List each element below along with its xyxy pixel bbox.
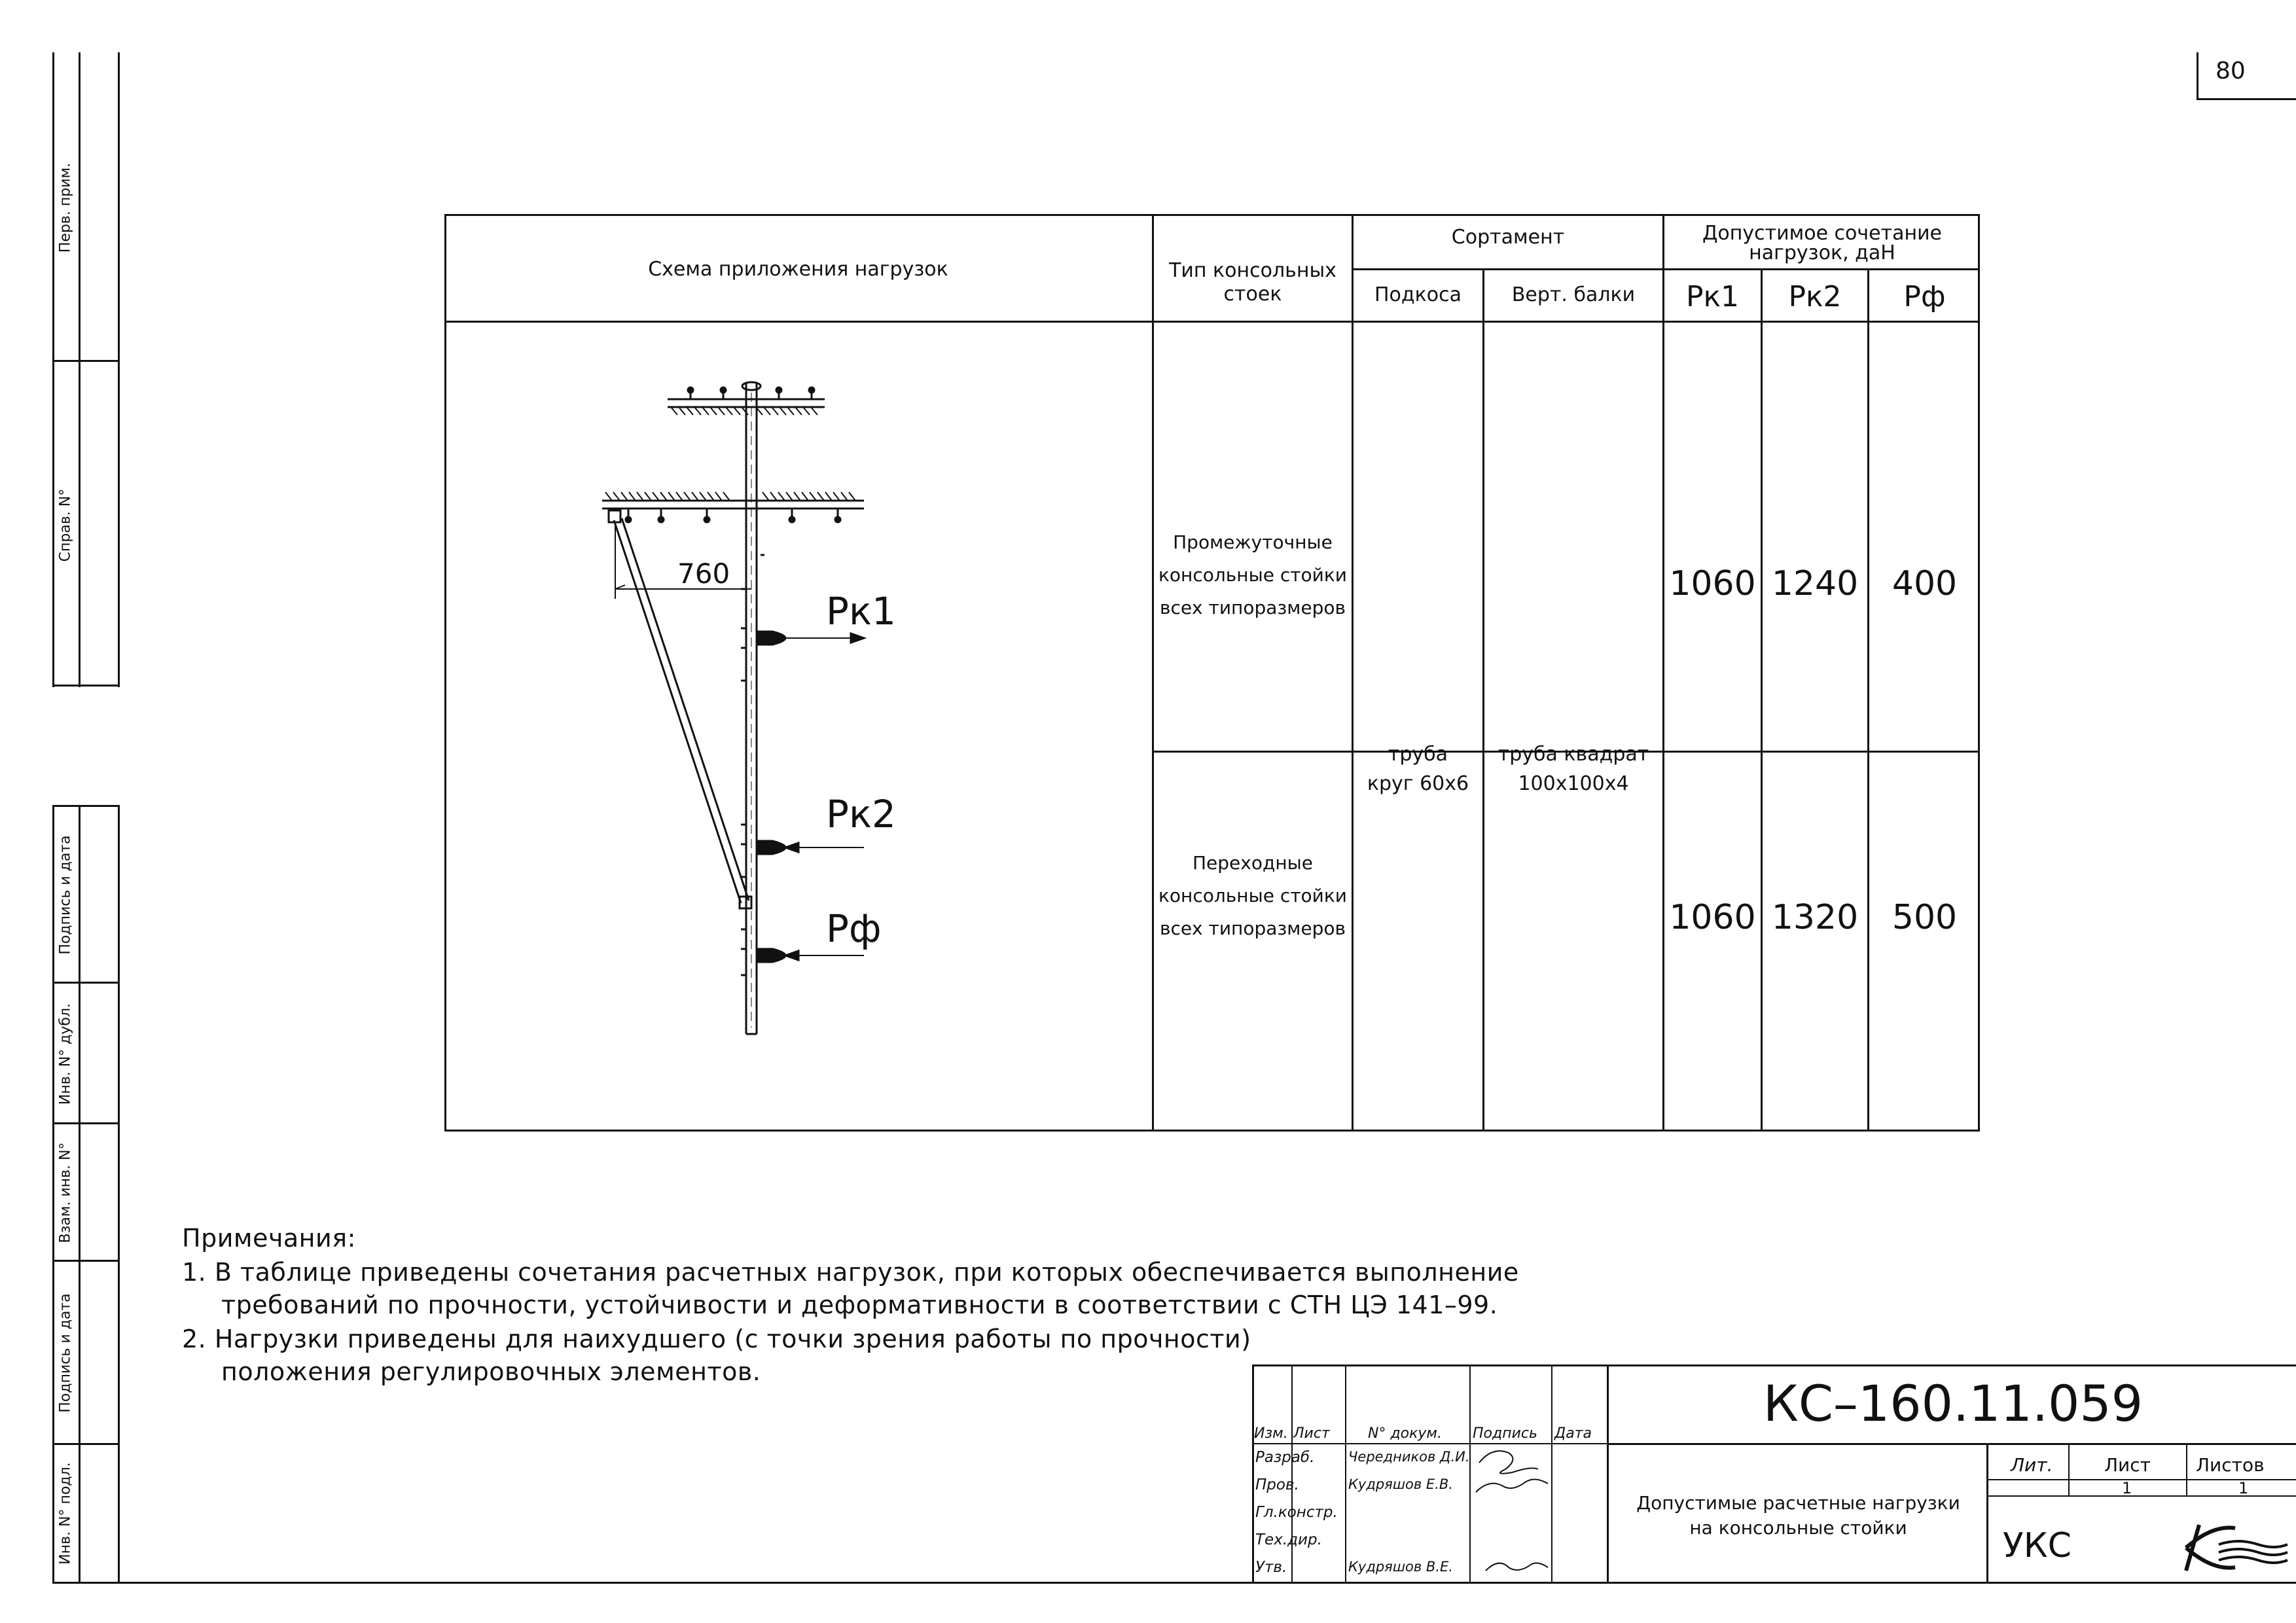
- tb-col-sign: [1551, 1364, 1552, 1584]
- header-scheme: Схема приложения нагрузок: [648, 258, 948, 281]
- diagram-label-pk2: Рк2: [826, 792, 896, 836]
- row2-type-line2: консольные стойки: [1158, 885, 1347, 906]
- tb-role-teh-dir: Тех.дир.: [1255, 1531, 1322, 1548]
- page-number-frame: [2197, 52, 2198, 99]
- dimension-760-label: 760: [677, 558, 730, 590]
- header-pk2: Рк2: [1788, 280, 1842, 313]
- margin-line-mid-top: [79, 52, 81, 687]
- lower-crossarm: [602, 492, 864, 522]
- tb-role-razrab: Разраб.: [1255, 1449, 1315, 1466]
- row2-type-line1: Переходные: [1193, 852, 1313, 874]
- tb-name-razrab: Чередников Д.И.: [1348, 1449, 1470, 1465]
- col-divider-type: [1352, 214, 1354, 1132]
- tb-header-row-line: [1252, 1443, 1607, 1444]
- stamp-label-perv-prim: Перв. прим.: [57, 162, 74, 253]
- diagram-label-pf: Рф: [826, 906, 882, 951]
- tb-lit-row2: [1986, 1495, 2296, 1497]
- margin-line-mid-bottom: [79, 805, 81, 1584]
- tb-col-doc: [1469, 1364, 1471, 1584]
- podkos-value-line2: круг 60х6: [1367, 772, 1469, 795]
- pk2-arrow: [757, 841, 864, 854]
- load-scheme-diagram: [589, 373, 929, 1054]
- tb-lit-left: [1986, 1443, 1988, 1584]
- tb-col-izm-label: Изм.: [1254, 1425, 1288, 1442]
- margin-line-inner-top: [118, 52, 120, 687]
- tb-sheet-value: 1: [2122, 1479, 2132, 1497]
- note-2-line1: 2. Нагрузки приведены для наихудшего (с точки зрения работы по прочности): [182, 1325, 1251, 1353]
- row1-type-line2: консольные стойки: [1158, 564, 1347, 586]
- margin-line-inner-bottom: [118, 805, 120, 1584]
- row2-pf: 500: [1892, 898, 1958, 937]
- tb-sheets-value: 1: [2238, 1479, 2249, 1497]
- attachment-clamps: [741, 555, 764, 975]
- row-divider-type: [1152, 751, 1352, 753]
- stamp-label-inv-dubl: Инв. N° дубл.: [57, 1003, 74, 1105]
- stamp-label-podpis-2: Подпись и дата: [57, 1293, 74, 1413]
- tb-col-sheet: [2068, 1443, 2070, 1497]
- vert-balki-value-line1: труба квадрат: [1498, 743, 1649, 766]
- tb-name-utv: Кудряшов В.Е.: [1348, 1559, 1453, 1575]
- tb-col-list: [1345, 1364, 1346, 1584]
- header-pk1: Рк1: [1685, 280, 1740, 313]
- row1-type-line1: Промежуточные: [1173, 531, 1333, 553]
- vert-balki-value-line2: 100х100х4: [1518, 772, 1629, 795]
- stamp-label-podpis-1: Подпись и дата: [57, 835, 74, 955]
- tb-col-izm: [1291, 1364, 1293, 1584]
- vertical-pole: [746, 383, 757, 1034]
- row1-type-line3: всех типоразмеров: [1159, 597, 1346, 618]
- stamp-label-inv-podl: Инв. N° подл.: [57, 1462, 74, 1565]
- tb-title-line2: на консольные стойки: [1689, 1517, 1907, 1539]
- tb-sheet-label: Лист: [2104, 1454, 2151, 1476]
- stamp-label-vzam: Взам. инв. N°: [57, 1142, 74, 1243]
- tb-col-doc-label: N° докум.: [1368, 1425, 1443, 1442]
- margin-line-outer-bottom: [52, 805, 54, 1584]
- tb-role-utv: Утв.: [1255, 1559, 1287, 1576]
- pk1-arrow: [757, 632, 864, 645]
- row1-pf: 400: [1892, 564, 1958, 603]
- tb-org: УКС: [2003, 1526, 2072, 1565]
- tb-col-date-label: Дата: [1554, 1425, 1592, 1442]
- page-number-frame-bottom: [2197, 98, 2296, 100]
- note-1-line2: требований по прочности, устойчивости и деформативности в соответствии с СТН ЦЭ 141–99.: [221, 1291, 1498, 1319]
- col-divider-pk2: [1867, 268, 1869, 1132]
- row2-type-line3: всех типоразмеров: [1159, 918, 1346, 939]
- frame-bottom-line: [52, 1582, 2296, 1584]
- row1-pk2: 1240: [1771, 564, 1859, 603]
- tb-title-line1: Допустимые расчетные нагрузки: [1636, 1492, 1960, 1514]
- company-logo-icon: [2173, 1518, 2291, 1577]
- tb-lit-label: Лит.: [2011, 1454, 2053, 1476]
- margin-divider-2: [52, 685, 120, 687]
- tb-stamp-right: [1607, 1364, 1609, 1584]
- header-loads: Допустимое сочетание нагрузок, даН: [1702, 222, 1943, 264]
- row2-pk2: 1320: [1771, 898, 1859, 937]
- tb-left-line: [1252, 1364, 1254, 1584]
- diagram-label-pk1: Рк1: [826, 589, 896, 633]
- page-number: 80: [2215, 58, 2246, 84]
- tb-role-prov: Пров.: [1255, 1476, 1299, 1493]
- tb-sheets-label: Листов: [2196, 1454, 2265, 1476]
- header-type: Тип консольных стоек: [1169, 259, 1336, 306]
- stamp-label-sprav: Справ. N°: [57, 488, 74, 562]
- header-podkos: Подкоса: [1374, 283, 1462, 306]
- tb-col-sign-label: Подпись: [1473, 1425, 1537, 1442]
- row2-pk1: 1060: [1669, 898, 1756, 937]
- header-sortament: Сортамент: [1451, 226, 1565, 249]
- margin-lower-top: [52, 805, 118, 807]
- margin-divider-1: [52, 360, 120, 362]
- header-pf: Рф: [1903, 280, 1946, 313]
- pf-arrow: [757, 949, 864, 962]
- tb-name-prov: Кудряшов Е.В.: [1348, 1476, 1453, 1492]
- tb-top-line: [1252, 1364, 2296, 1366]
- tb-col-list-label: Лист: [1293, 1425, 1330, 1442]
- header-vert-balki: Верт. балки: [1511, 283, 1636, 306]
- header-sub-line: [1352, 268, 1980, 270]
- tb-col-sheets: [2186, 1443, 2187, 1497]
- tb-doc-code: КС–160.11.059: [1763, 1374, 2144, 1433]
- tb-role-gl-konstr: Гл.констр.: [1255, 1504, 1338, 1521]
- col-divider-scheme: [1152, 214, 1154, 1132]
- note-2-line2: положения регулировочных элементов.: [221, 1357, 761, 1386]
- podkos-value-line1: труба: [1388, 743, 1448, 766]
- col-divider-vert: [1662, 214, 1664, 1132]
- tb-code-bottom: [1607, 1443, 2296, 1445]
- col-divider-pk1: [1761, 268, 1763, 1132]
- header-bottom-line: [444, 321, 1980, 323]
- notes-title: Примечания:: [182, 1224, 356, 1253]
- margin-line-outer-top: [52, 52, 54, 687]
- tb-lit-row: [1986, 1479, 2296, 1480]
- note-1-line1: 1. В таблице приведены сочетания расчетных нагрузок, при которых обеспечивается выполнение: [182, 1258, 1519, 1287]
- row1-pk1: 1060: [1669, 564, 1756, 603]
- tb-signatures: [1473, 1443, 1551, 1580]
- col-divider-podkos: [1482, 268, 1484, 1132]
